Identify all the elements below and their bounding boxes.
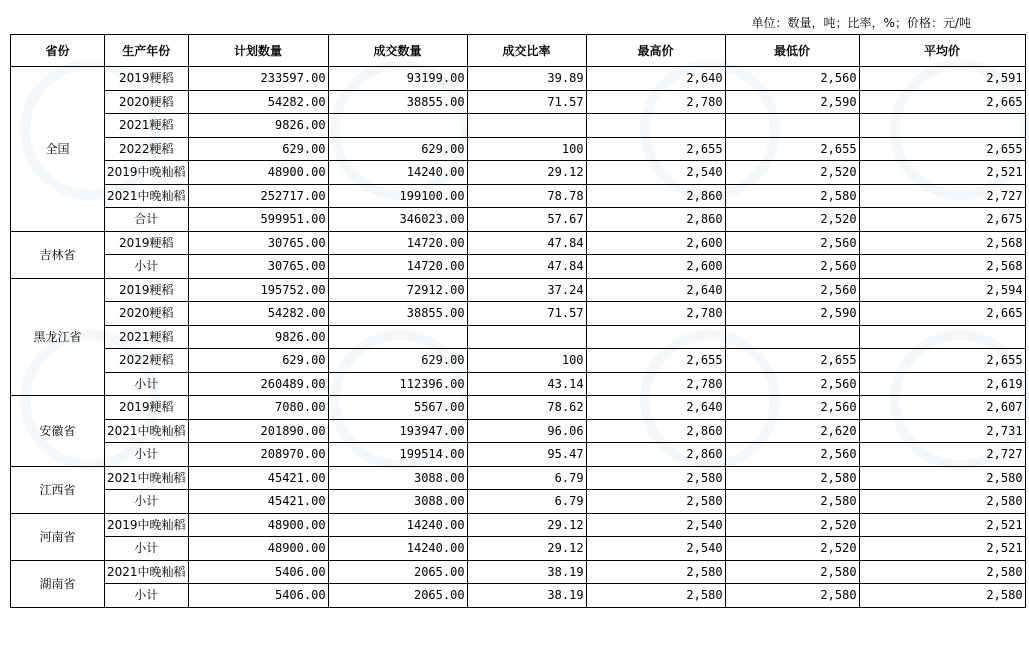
year-cell: 2022粳稻 [105, 349, 189, 373]
value-cell: 38.19 [467, 560, 586, 584]
value-cell: 2,580 [859, 560, 1025, 584]
value-cell: 78.62 [467, 396, 586, 420]
province-cell: 黑龙江省 [11, 278, 105, 396]
value-cell: 2,560 [725, 255, 859, 279]
table-row [11, 349, 1026, 373]
value-cell: 2,675 [859, 208, 1025, 232]
value-cell: 29.12 [467, 537, 586, 561]
value-cell: 2,521 [859, 513, 1025, 537]
value-cell: 2,560 [725, 278, 859, 302]
value-cell [725, 114, 859, 138]
year-cell: 2021中晚籼稻 [105, 560, 189, 584]
auction-results-table [10, 34, 1026, 608]
value-cell: 112396.00 [328, 372, 467, 396]
year-cell: 小计 [105, 584, 189, 608]
value-cell: 47.84 [467, 255, 586, 279]
table-row [11, 443, 1026, 467]
value-cell: 96.06 [467, 419, 586, 443]
table-row [11, 537, 1026, 561]
value-cell: 233597.00 [188, 67, 328, 91]
value-cell: 100 [467, 137, 586, 161]
value-cell: 95.47 [467, 443, 586, 467]
value-cell: 54282.00 [188, 90, 328, 114]
value-cell: 2,860 [586, 443, 725, 467]
value-cell: 39.89 [467, 67, 586, 91]
year-cell: 2019粳稻 [105, 396, 189, 420]
column-header: 生产年份 [105, 35, 189, 67]
value-cell: 29.12 [467, 513, 586, 537]
year-cell: 2019粳稻 [105, 67, 189, 91]
province-cell: 河南省 [11, 513, 105, 560]
value-cell: 2,590 [725, 90, 859, 114]
table-row [11, 466, 1026, 490]
value-cell: 2,731 [859, 419, 1025, 443]
value-cell: 346023.00 [328, 208, 467, 232]
value-cell [586, 325, 725, 349]
value-cell: 2,640 [586, 67, 725, 91]
value-cell: 9826.00 [188, 325, 328, 349]
table-row [11, 396, 1026, 420]
value-cell: 14720.00 [328, 231, 467, 255]
value-cell [328, 114, 467, 138]
value-cell: 29.12 [467, 161, 586, 185]
value-cell: 48900.00 [188, 513, 328, 537]
unit-note: 单位：数量，吨；比率，%；价格：元/吨 [751, 16, 971, 30]
value-cell: 38855.00 [328, 302, 467, 326]
value-cell: 195752.00 [188, 278, 328, 302]
value-cell: 2,727 [859, 184, 1025, 208]
value-cell: 47.84 [467, 231, 586, 255]
value-cell: 14240.00 [328, 513, 467, 537]
value-cell: 54282.00 [188, 302, 328, 326]
value-cell: 71.57 [467, 90, 586, 114]
value-cell: 5406.00 [188, 560, 328, 584]
value-cell: 2,655 [586, 349, 725, 373]
value-cell: 2,560 [725, 372, 859, 396]
value-cell: 2,655 [725, 349, 859, 373]
value-cell [725, 325, 859, 349]
value-cell: 2065.00 [328, 584, 467, 608]
table-row [11, 67, 1026, 91]
value-cell: 7080.00 [188, 396, 328, 420]
column-header: 最高价 [586, 35, 725, 67]
value-cell: 2,780 [586, 302, 725, 326]
column-header: 成交数量 [328, 35, 467, 67]
value-cell: 57.67 [467, 208, 586, 232]
value-cell: 2,580 [586, 560, 725, 584]
value-cell: 2,607 [859, 396, 1025, 420]
year-cell: 小计 [105, 537, 189, 561]
value-cell [586, 114, 725, 138]
table-row [11, 114, 1026, 138]
value-cell: 2,655 [725, 137, 859, 161]
value-cell: 2065.00 [328, 560, 467, 584]
value-cell [467, 114, 586, 138]
table-row [11, 161, 1026, 185]
value-cell: 93199.00 [328, 67, 467, 91]
value-cell: 2,860 [586, 184, 725, 208]
year-cell: 2021粳稻 [105, 114, 189, 138]
value-cell [859, 114, 1025, 138]
column-header: 最低价 [725, 35, 859, 67]
value-cell: 37.24 [467, 278, 586, 302]
value-cell [467, 325, 586, 349]
table-row [11, 372, 1026, 396]
value-cell: 2,640 [586, 278, 725, 302]
value-cell: 199100.00 [328, 184, 467, 208]
year-cell: 小计 [105, 255, 189, 279]
value-cell [328, 325, 467, 349]
value-cell: 45421.00 [188, 490, 328, 514]
value-cell: 193947.00 [328, 419, 467, 443]
year-cell: 小计 [105, 443, 189, 467]
value-cell: 14240.00 [328, 537, 467, 561]
value-cell: 2,600 [586, 255, 725, 279]
value-cell: 2,540 [586, 537, 725, 561]
value-cell: 72912.00 [328, 278, 467, 302]
table-row [11, 560, 1026, 584]
value-cell: 2,580 [725, 490, 859, 514]
value-cell: 38.19 [467, 584, 586, 608]
value-cell: 260489.00 [188, 372, 328, 396]
year-cell: 2019中晚籼稻 [105, 161, 189, 185]
table-row [11, 231, 1026, 255]
value-cell: 2,580 [725, 560, 859, 584]
value-cell: 208970.00 [188, 443, 328, 467]
value-cell: 14240.00 [328, 161, 467, 185]
value-cell: 2,580 [725, 584, 859, 608]
value-cell: 2,560 [725, 396, 859, 420]
province-cell: 安徽省 [11, 396, 105, 467]
value-cell: 2,665 [859, 90, 1025, 114]
value-cell: 2,580 [586, 466, 725, 490]
table-row [11, 490, 1026, 514]
value-cell: 2,594 [859, 278, 1025, 302]
value-cell: 252717.00 [188, 184, 328, 208]
value-cell: 48900.00 [188, 537, 328, 561]
value-cell: 2,568 [859, 231, 1025, 255]
header-row [11, 35, 1026, 67]
value-cell: 201890.00 [188, 419, 328, 443]
value-cell: 2,560 [725, 231, 859, 255]
value-cell: 2,540 [586, 161, 725, 185]
value-cell: 2,619 [859, 372, 1025, 396]
value-cell: 2,780 [586, 90, 725, 114]
year-cell: 小计 [105, 372, 189, 396]
value-cell: 2,521 [859, 537, 1025, 561]
table-row [11, 325, 1026, 349]
year-cell: 2021中晚籼稻 [105, 419, 189, 443]
value-cell: 2,655 [859, 137, 1025, 161]
value-cell: 629.00 [328, 137, 467, 161]
value-cell: 2,568 [859, 255, 1025, 279]
value-cell: 2,860 [586, 419, 725, 443]
province-cell: 全国 [11, 67, 105, 232]
value-cell: 2,580 [586, 490, 725, 514]
year-cell: 2021粳稻 [105, 325, 189, 349]
value-cell: 2,520 [725, 161, 859, 185]
value-cell: 2,580 [859, 584, 1025, 608]
table-row [11, 302, 1026, 326]
value-cell: 14720.00 [328, 255, 467, 279]
year-cell: 2019粳稻 [105, 231, 189, 255]
value-cell: 2,580 [859, 490, 1025, 514]
table-row [11, 584, 1026, 608]
value-cell: 2,560 [725, 67, 859, 91]
year-cell: 2022粳稻 [105, 137, 189, 161]
value-cell: 629.00 [188, 137, 328, 161]
value-cell: 199514.00 [328, 443, 467, 467]
value-cell: 2,560 [725, 443, 859, 467]
value-cell: 9826.00 [188, 114, 328, 138]
value-cell: 2,591 [859, 67, 1025, 91]
value-cell: 2,521 [859, 161, 1025, 185]
table-row [11, 513, 1026, 537]
table-row [11, 255, 1026, 279]
value-cell: 2,655 [859, 349, 1025, 373]
year-cell: 小计 [105, 490, 189, 514]
year-cell: 2019粳稻 [105, 278, 189, 302]
value-cell: 38855.00 [328, 90, 467, 114]
value-cell: 2,580 [859, 466, 1025, 490]
value-cell: 3088.00 [328, 490, 467, 514]
value-cell: 3088.00 [328, 466, 467, 490]
value-cell: 2,520 [725, 537, 859, 561]
value-cell: 2,655 [586, 137, 725, 161]
value-cell: 629.00 [188, 349, 328, 373]
value-cell: 30765.00 [188, 231, 328, 255]
value-cell: 2,600 [586, 231, 725, 255]
value-cell: 43.14 [467, 372, 586, 396]
year-cell: 2020粳稻 [105, 90, 189, 114]
value-cell: 6.79 [467, 490, 586, 514]
value-cell: 71.57 [467, 302, 586, 326]
year-cell: 合计 [105, 208, 189, 232]
value-cell: 599951.00 [188, 208, 328, 232]
value-cell: 2,540 [586, 513, 725, 537]
value-cell: 2,665 [859, 302, 1025, 326]
year-cell: 2019中晚籼稻 [105, 513, 189, 537]
value-cell: 45421.00 [188, 466, 328, 490]
value-cell: 629.00 [328, 349, 467, 373]
value-cell: 5406.00 [188, 584, 328, 608]
province-cell: 江西省 [11, 466, 105, 513]
year-cell: 2021中晚籼稻 [105, 466, 189, 490]
table-row [11, 208, 1026, 232]
year-cell: 2021中晚籼稻 [105, 184, 189, 208]
value-cell: 48900.00 [188, 161, 328, 185]
column-header: 省份 [11, 35, 105, 67]
value-cell: 78.78 [467, 184, 586, 208]
table-row [11, 278, 1026, 302]
province-cell: 湖南省 [11, 560, 105, 607]
column-header: 计划数量 [188, 35, 328, 67]
table-row [11, 90, 1026, 114]
value-cell: 2,727 [859, 443, 1025, 467]
table-row [11, 419, 1026, 443]
table-row [11, 184, 1026, 208]
column-header: 平均价 [859, 35, 1025, 67]
value-cell [859, 325, 1025, 349]
value-cell: 2,620 [725, 419, 859, 443]
value-cell: 2,520 [725, 208, 859, 232]
column-header: 成交比率 [467, 35, 586, 67]
value-cell: 6.79 [467, 466, 586, 490]
value-cell: 2,580 [725, 466, 859, 490]
value-cell: 5567.00 [328, 396, 467, 420]
value-cell: 2,520 [725, 513, 859, 537]
table-row [11, 137, 1026, 161]
value-cell: 2,580 [586, 584, 725, 608]
year-cell: 2020粳稻 [105, 302, 189, 326]
value-cell: 100 [467, 349, 586, 373]
value-cell: 2,640 [586, 396, 725, 420]
value-cell: 2,780 [586, 372, 725, 396]
province-cell: 吉林省 [11, 231, 105, 278]
value-cell: 30765.00 [188, 255, 328, 279]
value-cell: 2,580 [725, 184, 859, 208]
value-cell: 2,590 [725, 302, 859, 326]
value-cell: 2,860 [586, 208, 725, 232]
